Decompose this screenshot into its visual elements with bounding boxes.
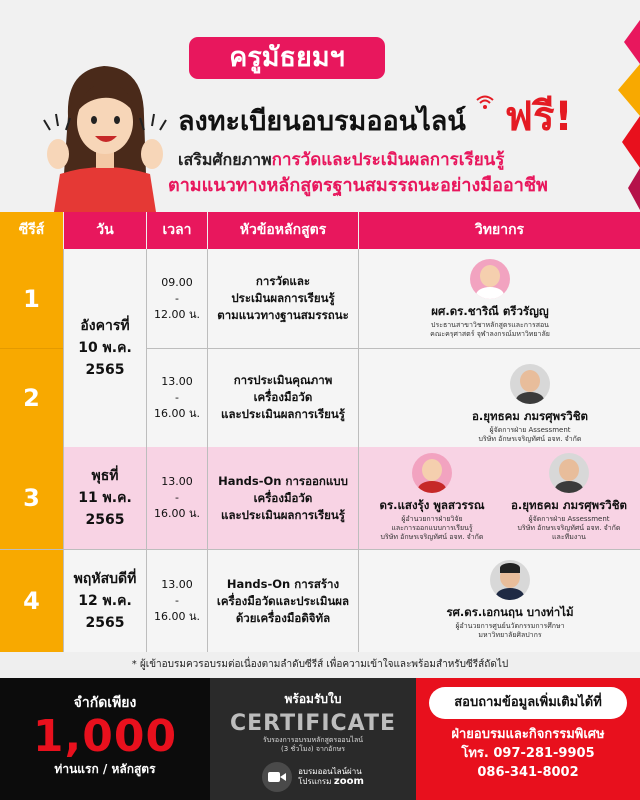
speaker-card bbox=[430, 364, 630, 444]
subtitle-line-2: ตามแนวทางหลักสูตรฐานสมรรถนะอย่างมืออาชีพ bbox=[168, 175, 548, 196]
time-end: 16.00 น. bbox=[153, 507, 200, 520]
speaker-role: ผู้จัดการฝ่าย Assessment bbox=[489, 426, 571, 434]
speaker-name: ดร.แสงรุ้ง พูลสวรรณ bbox=[379, 498, 485, 512]
speaker-card bbox=[500, 453, 638, 542]
speaker-card bbox=[400, 560, 620, 640]
contact-panel bbox=[416, 678, 640, 800]
time-sep: - bbox=[175, 491, 179, 504]
header-day: วัน bbox=[64, 212, 146, 249]
day-date: 11 พ.ค. bbox=[78, 490, 132, 506]
speaker-role: ประธานสาขาวิชาหลักสูตรและการสอน bbox=[431, 321, 549, 329]
series-cell-2: 2 bbox=[0, 348, 63, 447]
series-cell-4: 4 bbox=[0, 550, 63, 652]
time-cell-2 bbox=[147, 348, 207, 447]
contact-phone-1[interactable]: โทร. 097-281-9905 bbox=[461, 746, 595, 761]
topic-line: การวัดและ bbox=[255, 274, 311, 288]
topic-line: การประเมินคุณภาพ bbox=[233, 373, 333, 387]
topic-line: Hands-On การออกแบบ bbox=[218, 473, 348, 488]
speaker-role: บริษัท อักษรเจริญทัศน์ อจท. จำกัด bbox=[478, 435, 582, 443]
time-start: 13.00 bbox=[161, 374, 193, 388]
limit-number: 1,000 bbox=[32, 711, 178, 762]
speaker-role: และทีมงาน bbox=[552, 533, 586, 541]
avatar bbox=[510, 364, 550, 404]
contact-department: ฝ่ายอบรมและกิจกรรมพิเศษ bbox=[451, 727, 605, 742]
day-cell-4 bbox=[64, 550, 146, 652]
time-end: 12.00 น. bbox=[153, 307, 200, 321]
time-cell-3 bbox=[147, 447, 207, 549]
speaker-card bbox=[370, 259, 610, 339]
footnote: * ผู้เข้าอบรมควรอบรมต่อเนื่องตามลำดับซีรีส์ เพื่อความเข้าใจและพร้อมสำหรับซีรีส์ถัดไป bbox=[0, 652, 640, 678]
day-date: 12 พ.ค. bbox=[78, 593, 132, 609]
limit-label: จำกัดเพียง bbox=[73, 695, 137, 711]
topic-line: ด้วยเครื่องมือดิจิทัล bbox=[235, 610, 331, 625]
speaker-name: รศ.ดร.เอกนฤน บางท่าไม้ bbox=[446, 605, 574, 619]
teacher-illustration-icon bbox=[40, 56, 170, 212]
table-header bbox=[0, 212, 640, 249]
topic-cell-2 bbox=[208, 348, 358, 447]
zoom-line-2: โปรแกรม bbox=[298, 777, 332, 786]
topic-cell-4 bbox=[208, 550, 358, 652]
wifi-icon bbox=[475, 94, 495, 110]
series-cell-1: 1 bbox=[0, 249, 63, 348]
topic-line: ประเมินผลการเรียนรู้ bbox=[231, 291, 335, 305]
avatar bbox=[470, 259, 510, 299]
topic-line: ตามแนวทางฐานสมรรถนะ bbox=[217, 308, 349, 322]
topic-line: และประเมินผลการเรียนรู้ bbox=[221, 507, 345, 522]
subtitle-prefix: เสริมศักยภาพ bbox=[178, 150, 272, 169]
speaker-role: ผู้อำนวยการศูนย์นวัตกรรมการศึกษา bbox=[455, 622, 565, 630]
headline bbox=[178, 92, 618, 142]
time-start: 13.00 bbox=[161, 475, 193, 488]
topic-line: และประเมินผลการเรียนรู้ bbox=[221, 407, 345, 421]
day-cell-1 bbox=[64, 249, 146, 447]
speaker-role: ผู้จัดการฝ่าย Assessment bbox=[528, 515, 610, 523]
speaker-role: และการออกแบบการเรียนรู้ bbox=[391, 524, 473, 532]
certificate-desc: (3 ชั่วโมง) จากอักษร bbox=[281, 745, 345, 753]
contact-heading: สอบถามข้อมูลเพิ่มเติมได้ที่ bbox=[429, 687, 627, 719]
topic-cell-1 bbox=[208, 249, 358, 348]
header-topic: หัวข้อหลักสูตร bbox=[208, 212, 358, 249]
speaker-name: อ.ยุทธคม ภมรศุพรวิชิต bbox=[510, 498, 628, 512]
speaker-role: คณะครุศาสตร์ จุฬาลงกรณ์มหาวิทยาลัย bbox=[430, 330, 550, 338]
speaker-role: ผู้อำนวยการฝ่ายวิจัย bbox=[401, 515, 463, 523]
speaker-role: บริษัท อักษรเจริญทัศน์ อจท. จำกัด bbox=[517, 524, 621, 532]
topic-cell-3 bbox=[208, 447, 358, 549]
time-end: 16.00 น. bbox=[153, 610, 200, 623]
day-year: 2565 bbox=[85, 615, 125, 631]
day-name: พุธที่ bbox=[91, 468, 119, 484]
time-cell-4 bbox=[147, 550, 207, 652]
day-year: 2565 bbox=[85, 512, 125, 528]
certificate-intro: พร้อมรับใบ bbox=[284, 692, 342, 706]
certificate-desc: รับรองการอบรมหลักสูตรออนไลน์ bbox=[262, 736, 364, 744]
limit-unit: ท่านแรก / หลักสูตร bbox=[54, 762, 156, 776]
avatar bbox=[412, 453, 452, 493]
avatar bbox=[549, 453, 589, 493]
day-cell-3 bbox=[64, 447, 146, 549]
topic-line: เครื่องมือวัด bbox=[253, 490, 313, 505]
time-end: 16.00 น. bbox=[153, 406, 200, 420]
zoom-line-1: อบรมออนไลน์ผ่าน bbox=[298, 767, 362, 776]
zoom-text bbox=[298, 767, 364, 787]
seat-limit-panel bbox=[0, 678, 210, 800]
day-name: พฤหัสบดีที่ bbox=[73, 571, 137, 587]
subtitle-highlight: การวัดและประเมินผลการเรียนรู้ bbox=[271, 150, 505, 170]
topic-line: Hands-On การสร้าง bbox=[226, 576, 340, 591]
speaker-role: บริษัท อักษรเจริญทัศน์ อจท. จำกัด bbox=[380, 533, 484, 541]
day-date: 10 พ.ค. bbox=[78, 340, 132, 356]
speaker-card bbox=[362, 453, 502, 542]
free-label: ฟรี! bbox=[504, 94, 573, 140]
header-series: ซีรีส์ bbox=[0, 212, 63, 249]
header-time: เวลา bbox=[147, 212, 207, 249]
time-cell-1 bbox=[147, 249, 207, 348]
headline-text: ลงทะเบียนอบรมออนไลน์ bbox=[178, 106, 466, 137]
header bbox=[0, 0, 640, 212]
series-cell-3: 3 bbox=[0, 447, 63, 549]
time-sep: - bbox=[175, 594, 179, 607]
certificate-panel bbox=[210, 678, 416, 800]
table-block-1-2 bbox=[0, 249, 640, 447]
table-row-4 bbox=[0, 549, 640, 652]
time-start: 13.00 bbox=[161, 578, 193, 591]
speaker-name: ผศ.ดร.ชาริณี ตรีวรัญญู bbox=[431, 304, 549, 318]
zoom-word: zoom bbox=[333, 776, 364, 787]
table-row-3 bbox=[0, 447, 640, 549]
speaker-name: อ.ยุทธคม ภมรศุพรวิชิต bbox=[471, 409, 589, 423]
day-year: 2565 bbox=[85, 362, 125, 378]
zoom-info bbox=[210, 762, 416, 792]
time-sep: - bbox=[175, 291, 179, 305]
subtitle-line-1 bbox=[178, 146, 628, 173]
avatar bbox=[490, 560, 530, 600]
topic-line: เครื่องมือวัดและประเมินผล bbox=[216, 593, 350, 608]
speaker-role: มหาวิทยาลัยศิลปากร bbox=[478, 631, 542, 639]
certificate-word: CERTIFICATE bbox=[229, 711, 397, 736]
schedule-table bbox=[0, 212, 640, 652]
contact-phone-2[interactable]: 086-341-8002 bbox=[477, 765, 579, 780]
time-sep: - bbox=[175, 390, 179, 404]
header-speaker: วิทยากร bbox=[359, 212, 640, 249]
time-start: 09.00 bbox=[161, 275, 193, 289]
zoom-camera-icon bbox=[262, 762, 292, 792]
audience-badge: ครูมัธยมฯ bbox=[189, 37, 385, 79]
topic-line: เครื่องมือวัด bbox=[253, 390, 313, 404]
day-name: อังคารที่ bbox=[80, 318, 130, 334]
